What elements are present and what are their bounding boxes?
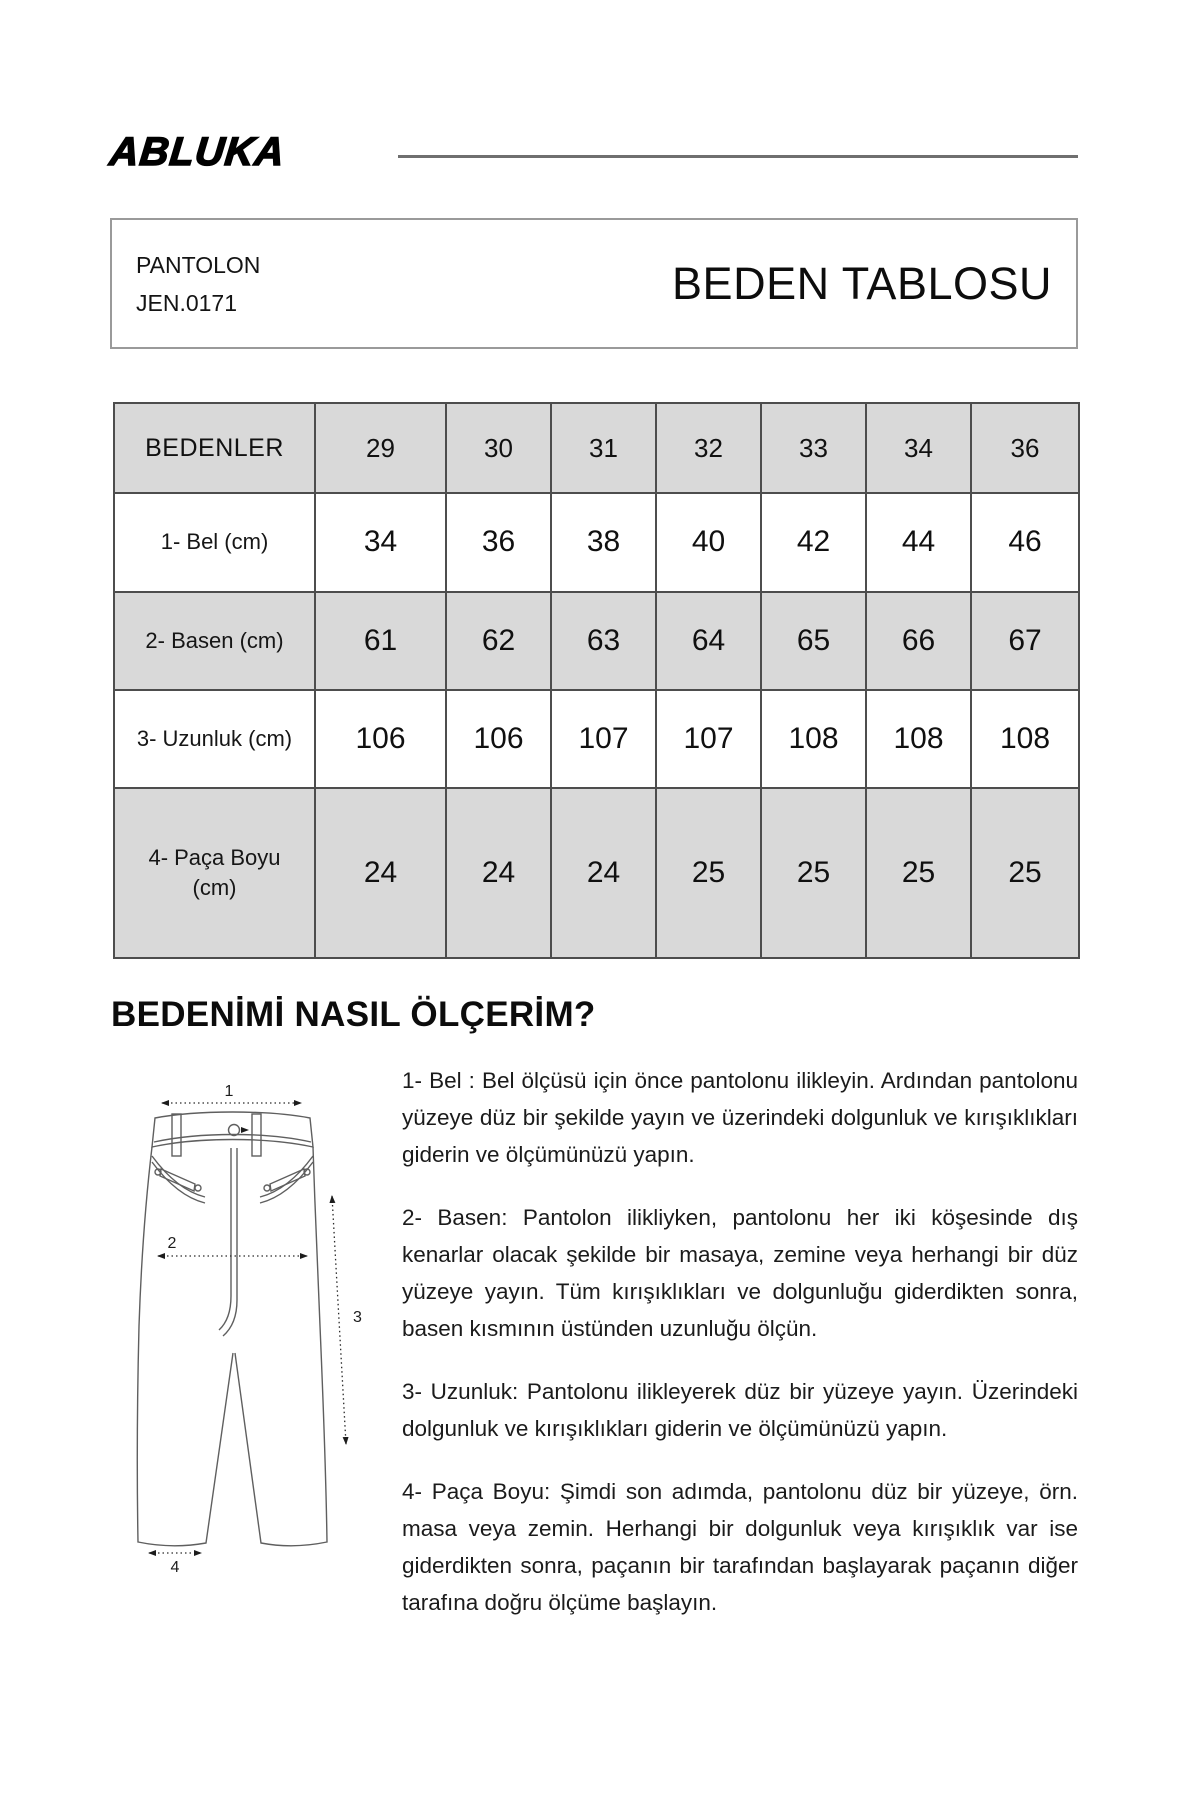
measuring-instructions <box>402 1062 1078 1647</box>
brand-logo: ABLUKA <box>107 130 288 174</box>
cell-value: 106 <box>315 690 446 788</box>
cell-value: 46 <box>971 493 1079 591</box>
row-label-uzunluk: 3- Uzunluk (cm) <box>114 690 315 788</box>
size-col-header: 32 <box>656 403 761 493</box>
header-rule <box>398 155 1078 158</box>
cell-value: 63 <box>551 592 656 690</box>
page-title: BEDEN TABLOSU <box>672 257 1052 309</box>
diagram-label-3: 3 <box>353 1309 362 1326</box>
left-leg <box>137 1147 233 1546</box>
cell-value: 24 <box>446 788 551 958</box>
table-row <box>114 788 1079 958</box>
cell-value: 24 <box>315 788 446 958</box>
table-row <box>114 493 1079 591</box>
belt-loop <box>172 1114 181 1156</box>
diagram-label-2: 2 <box>167 1235 177 1252</box>
cell-value: 65 <box>761 592 866 690</box>
cell-value: 25 <box>866 788 971 958</box>
size-col-header: 34 <box>866 403 971 493</box>
cell-value: 67 <box>971 592 1079 690</box>
diagram-label-1: 1 <box>224 1083 234 1100</box>
diagram-label-4: 4 <box>170 1559 180 1576</box>
cell-value: 25 <box>971 788 1079 958</box>
cell-value: 108 <box>761 690 866 788</box>
cell-value: 44 <box>866 493 971 591</box>
product-code: JEN.0171 <box>136 289 238 316</box>
table-row <box>114 592 1079 690</box>
row-label-paca-boyu <box>114 788 315 958</box>
cell-value: 107 <box>656 690 761 788</box>
row-label-basen: 2- Basen (cm) <box>114 592 315 690</box>
cell-value: 24 <box>551 788 656 958</box>
cell-value: 25 <box>761 788 866 958</box>
cell-value: 36 <box>446 493 551 591</box>
size-table-header-row <box>114 403 1079 493</box>
right-leg <box>235 1147 327 1546</box>
instruction-paca-boyu: 4- Paça Boyu: Şimdi son adımda, pantolonu düz bir yüzeye, örn. masa veya zemin. Herhangi bir dolgunluk veya kırışıklık var ise giderdikten sonra, paçanın bir tarafından başlayarak paçanın diğer tarafına doğru ölçüme başlayın. <box>402 1479 1078 1615</box>
size-col-header: 31 <box>551 403 656 493</box>
size-col-header: 36 <box>971 403 1079 493</box>
section-heading: BEDENİMİ NASIL ÖLÇERİM? <box>111 995 596 1034</box>
size-table-corner: BEDENLER <box>114 403 315 493</box>
cell-value: 38 <box>551 493 656 591</box>
button-tab <box>241 1127 249 1133</box>
cell-value: 42 <box>761 493 866 591</box>
cell-value: 66 <box>866 592 971 690</box>
instruction-basen: 2- Basen: Pantolon ilikliyken, pantolonu her iki köşesinde dış kenarlar olacak şekilde bir masaya, zemine veya herhangi bir düz yüzeye yayın. Tüm kırışıklıkları ve dolgunluğu giderdikten sonra, basen kısmının üstünden uzunluğu ölçün. <box>402 1205 1078 1341</box>
cell-value: 106 <box>446 690 551 788</box>
instruction-uzunluk: 3- Uzunluk: Pantolonu ilikleyerek düz bir yüzeye yayın. Üzerindeki dolgunluk ve kırışıklıkları giderin ve ölçümünüzü yapın. <box>402 1379 1078 1441</box>
cell-value: 61 <box>315 592 446 690</box>
product-id <box>136 246 260 322</box>
row-label-bel: 1- Bel (cm) <box>114 493 315 591</box>
product-title-box <box>110 218 1078 349</box>
table-row <box>114 690 1079 788</box>
pants-drawing <box>137 1112 327 1546</box>
arrow-length <box>332 1196 346 1444</box>
cell-value: 62 <box>446 592 551 690</box>
cell-value: 25 <box>656 788 761 958</box>
cell-value: 40 <box>656 493 761 591</box>
size-table <box>113 402 1080 959</box>
size-col-header: 30 <box>446 403 551 493</box>
row-label-line1: 4- Paça Boyu <box>148 845 281 871</box>
cell-value: 107 <box>551 690 656 788</box>
fly-seam <box>219 1148 231 1330</box>
pants-measurement-diagram <box>95 1056 395 1576</box>
instruction-bel: 1- Bel : Bel ölçüsü için önce pantolonu ilikleyin. Ardından pantolonu yüzeye düz bir şekilde yayın ve üzerindeki dolgunluk ve kırışıklıkları giderin ve ölçümünüzü yapın. <box>402 1068 1078 1167</box>
size-col-header: 29 <box>315 403 446 493</box>
product-name: PANTOLON <box>136 251 261 278</box>
size-col-header: 33 <box>761 403 866 493</box>
cell-value: 108 <box>866 690 971 788</box>
cell-value: 34 <box>315 493 446 591</box>
row-label-line2: (cm) <box>192 875 237 901</box>
cell-value: 64 <box>656 592 761 690</box>
cell-value: 108 <box>971 690 1079 788</box>
